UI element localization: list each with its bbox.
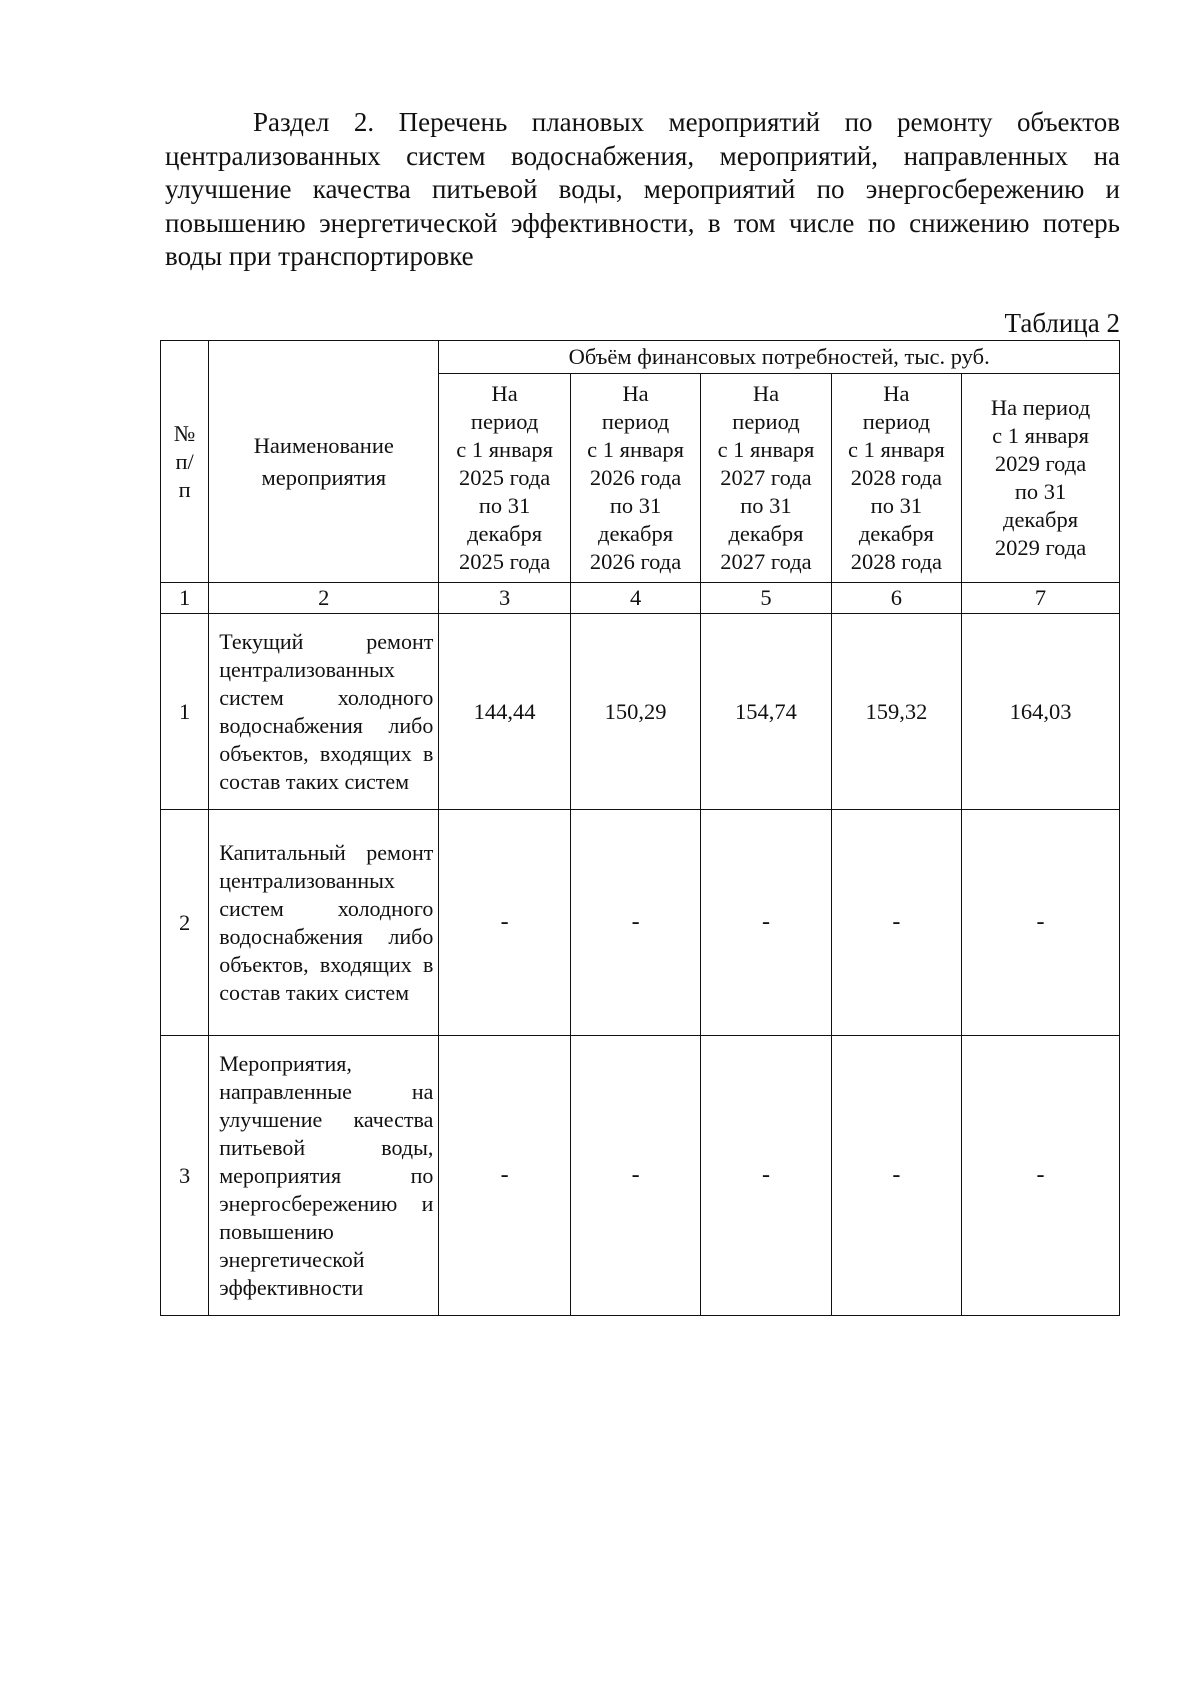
- column-index-cell: 3: [439, 583, 571, 614]
- row-value-2027: 154,74: [701, 614, 831, 810]
- row-value-2027: -: [701, 810, 831, 1036]
- header-period-2026: На период с 1 января 2026 года по 31 декабря 2026 года: [570, 374, 700, 583]
- row-activity-name: Капитальный ремонт централизованных систем холодного водоснабжения либо объектов, входящих в состав таких систем: [209, 810, 439, 1036]
- row-number: 2: [161, 810, 209, 1036]
- header-period-2025: На период с 1 января 2025 года по 31 декабря 2025 года: [439, 374, 571, 583]
- header-period-2027: На период с 1 января 2027 года по 31 декабря 2027 года: [701, 374, 831, 583]
- column-index-cell: 6: [831, 583, 961, 614]
- plan-table: [160, 340, 1120, 1316]
- row-value-2027: -: [701, 1036, 831, 1316]
- row-value-2025: -: [439, 810, 571, 1036]
- row-activity-name: Мероприятия, направленные на улучшение качества питьевой воды, мероприятия по энергосбережению и повышению энергетической эффективности: [209, 1036, 439, 1316]
- column-index-cell: 2: [209, 583, 439, 614]
- row-value-2028: 159,32: [831, 614, 961, 810]
- row-number: 3: [161, 1036, 209, 1316]
- column-index-cell: 1: [161, 583, 209, 614]
- row-value-2025: 144,44: [439, 614, 571, 810]
- table-header-row: [161, 341, 1120, 374]
- row-value-2026: -: [570, 810, 700, 1036]
- table-row: [161, 614, 1120, 810]
- row-value-2029: -: [962, 1036, 1120, 1316]
- table-row: [161, 810, 1120, 1036]
- row-value-2029: -: [962, 810, 1120, 1036]
- row-value-2028: -: [831, 1036, 961, 1316]
- table-caption: Таблица 2: [1004, 308, 1120, 338]
- header-period-2029: На период с 1 января 2029 года по 31 декабря 2029 года: [962, 374, 1120, 583]
- column-index-cell: 5: [701, 583, 831, 614]
- header-period-2028: На период с 1 января 2028 года по 31 декабря 2028 года: [831, 374, 961, 583]
- row-value-2029: 164,03: [962, 614, 1120, 810]
- row-value-2026: 150,29: [570, 614, 700, 810]
- header-name: Наименование мероприятия: [209, 341, 439, 583]
- row-number: 1: [161, 614, 209, 810]
- section-heading: Раздел 2. Перечень плановых мероприятий по ремонту объектов централизованных систем водоснабжения, мероприятий, направленных на улучшение качества питьевой воды, мероприятий по энергосбережению и повышению энергетической эффективности, в том числе по снижению потерь воды при транспортировке: [165, 107, 1120, 271]
- row-value-2026: -: [570, 1036, 700, 1316]
- row-activity-name: Текущий ремонт централизованных систем холодного водоснабжения либо объектов, входящих в состав таких систем: [209, 614, 439, 810]
- column-index-cell: 7: [962, 583, 1120, 614]
- column-index-cell: 4: [570, 583, 700, 614]
- header-financial-needs: Объём финансовых потребностей, тыс. руб.: [439, 341, 1120, 374]
- row-value-2028: -: [831, 810, 961, 1036]
- column-index-row: [161, 583, 1120, 614]
- table-row: [161, 1036, 1120, 1316]
- header-num: № п/ п: [161, 341, 209, 583]
- row-value-2025: -: [439, 1036, 571, 1316]
